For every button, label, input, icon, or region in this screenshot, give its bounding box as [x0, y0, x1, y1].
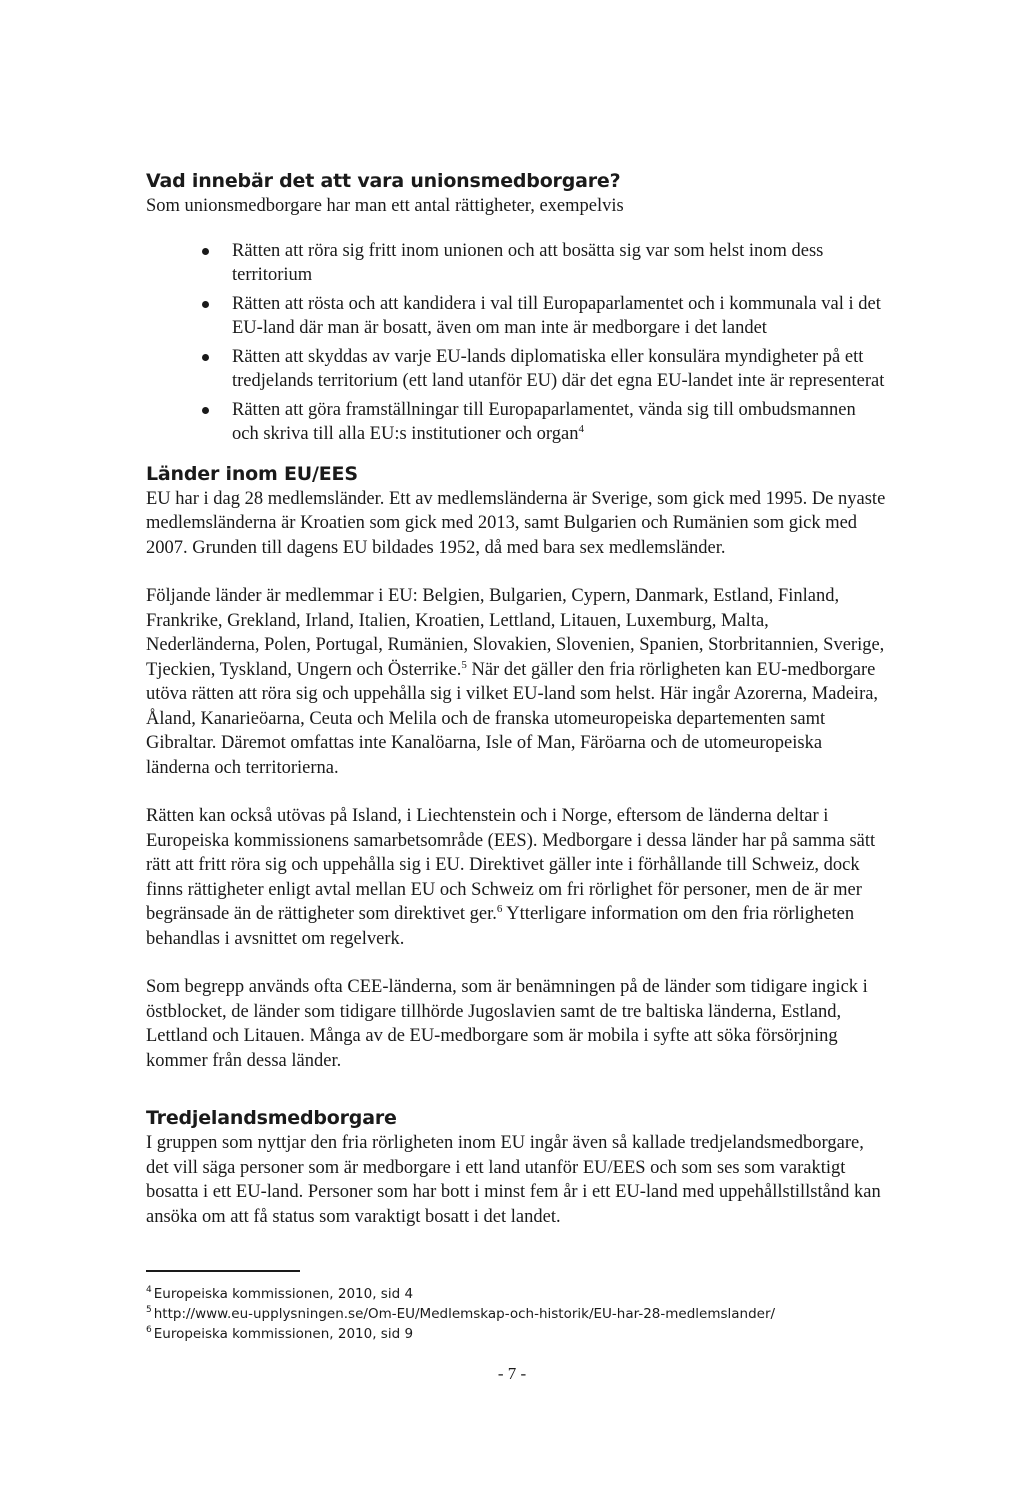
- intro-paragraph: Som unionsmedborgare har man ett antal rättigheter, exempelvis: [146, 196, 624, 216]
- footnote-ref-6[interactable]: 6: [496, 903, 503, 915]
- list-item: [146, 239, 886, 288]
- footnote: [146, 1284, 886, 1304]
- section-heading-unionsmedborgare: Vad innebär det att vara unionsmedborgare?: [146, 170, 621, 192]
- paragraph-member-list: [146, 584, 886, 780]
- footnote: [146, 1304, 886, 1324]
- footnote-link[interactable]: http://www.eu-upplysningen.se/Om-EU/Medlemskap-och-historik/EU-har-28-medlemslander/: [153, 1305, 776, 1322]
- section-heading-tredjeland: Tredjelandsmedborgare: [146, 1107, 397, 1129]
- list-item: [146, 345, 886, 394]
- footnote-ref-5[interactable]: 5: [461, 658, 467, 671]
- paragraph-ees: [146, 804, 886, 951]
- list-item-text: Rätten att röra sig fritt inom unionen och att bosätta sig var som helst inom dess territorium: [232, 240, 824, 285]
- footnote-text: Europeiska kommissionen, 2010, sid 4: [153, 1285, 414, 1302]
- footnotes: [146, 1270, 886, 1344]
- list-item: [146, 398, 886, 447]
- bullet-icon: [202, 301, 209, 308]
- list-item: [146, 292, 886, 341]
- page-content: [146, 168, 886, 1229]
- bullet-icon: [202, 248, 209, 255]
- footnote-number: 6: [146, 1324, 152, 1335]
- paragraph-eu-members: EU har i dag 28 medlemsländer. Ett av medlemsländerna är Sverige, som gick med 1995. De nyaste medlemsländerna är Kroatien som gick med 2013, samt Bulgarien och Rumänien som gick med 2007. Grunden till dagens EU bildades 1952, då med bara sex medlemsländer.: [146, 488, 886, 558]
- footnote-number: 4: [146, 1284, 152, 1295]
- section-heading-lander: Länder inom EU/EES: [146, 462, 358, 485]
- bullet-icon: [202, 354, 209, 361]
- footnote: [146, 1324, 886, 1344]
- paragraph-text: Rätten kan också utövas på Island, i Liechtenstein och i Norge, eftersom de länderna deltar i Europeiska kommissionens samarbetsområde (EES). Medborgare i dessa länder har på samma sätt rätt att fritt röra sig och uppehålla sig i EU. Direktivet gäller inte i förhållande till Schweiz, dock finns rättigheter enligt avtal mellan EU och Schweiz om fri rörlighet för personer, men de är mer begränsade än de rättigheter som direktivet ger.: [146, 806, 876, 924]
- footnote-text: Europeiska kommissionen, 2010, sid 9: [153, 1325, 414, 1342]
- footnote-number: 5: [146, 1304, 152, 1315]
- list-item-text: Rätten att skyddas av varje EU-lands diplomatiska eller konsulära myndigheter på ett tredjelands territorium (ett land utanför EU) där det egna EU-landet inte är representerat: [232, 346, 885, 391]
- page-number: - 7 -: [497, 1364, 527, 1383]
- bullet-icon: [202, 407, 209, 414]
- paragraph-text: Ytterligare information om den fria rörligheten behandlas i avsnittet om regelverk.: [146, 904, 855, 949]
- paragraph-text: Följande länder är medlemmar i EU: Belgien, Bulgarien, Cypern, Danmark, Estland, Finland, Frankrike, Grekland, Irland, Italien, Kroatien, Lettland, Litauen, Luxemburg, Malta, Nederländerna, Polen, Portugal, Rumänien, Slovakien, Slovenien, Spanien, Storbritannien, Sverige, Tjeckien, Tyskland, Ungern och Österrike.: [146, 586, 885, 680]
- paragraph-text: När det gäller den fria rörligheten kan EU-medborgare utöva rätten att röra sig och uppehålla sig i vilket EU-land som helst. Här ingår Azorerna, Madeira, Åland, Kanarieöarna, Ceuta och Melila och de franska utomeuropeiska departementen samt Gibraltar. Däremot omfattas inte Kanalöarna, Isle of Man, Färöarna och de utomeuropeiska länderna och territorierna.: [146, 659, 879, 778]
- list-item-text: Rätten att göra framställningar till Europaparlamentet, vända sig till ombudsmannen och skriva till alla EU:s institutioner och organ: [232, 399, 856, 444]
- list-item-text: Rätten att rösta och att kandidera i val till Europaparlamentet och i kommunala val i det EU-land där man är bosatt, även om man inte är medborgare i det landet: [232, 293, 881, 338]
- rights-list: [146, 239, 886, 447]
- paragraph-cee: Som begrepp används ofta CEE-länderna, som är benämningen på de länder som tidigare ingick i östblocket, de länder som tidigare tillhörde Jugoslavien samt de tre baltiska länderna, Estland, Lettland och Litauen. Många av de EU-medborgare som är mobila i syfte att söka försörjning kommer från dessa länder.: [146, 977, 868, 1071]
- paragraph-tredjeland: I gruppen som nyttjar den fria rörligheten inom EU ingår även så kallade tredjelandsmedborgare, det vill säga personer som är medborgare i ett land utanför EU/EES och som ses som varaktigt bosatta i ett EU-land. Personer som har bott i minst fem år i ett EU-land med uppehållstillstånd kan ansöka om att få status som varaktigt bosatt i det landet.: [146, 1133, 881, 1227]
- footnote-ref-4[interactable]: 4: [578, 423, 584, 435]
- footnote-divider: [146, 1270, 300, 1272]
